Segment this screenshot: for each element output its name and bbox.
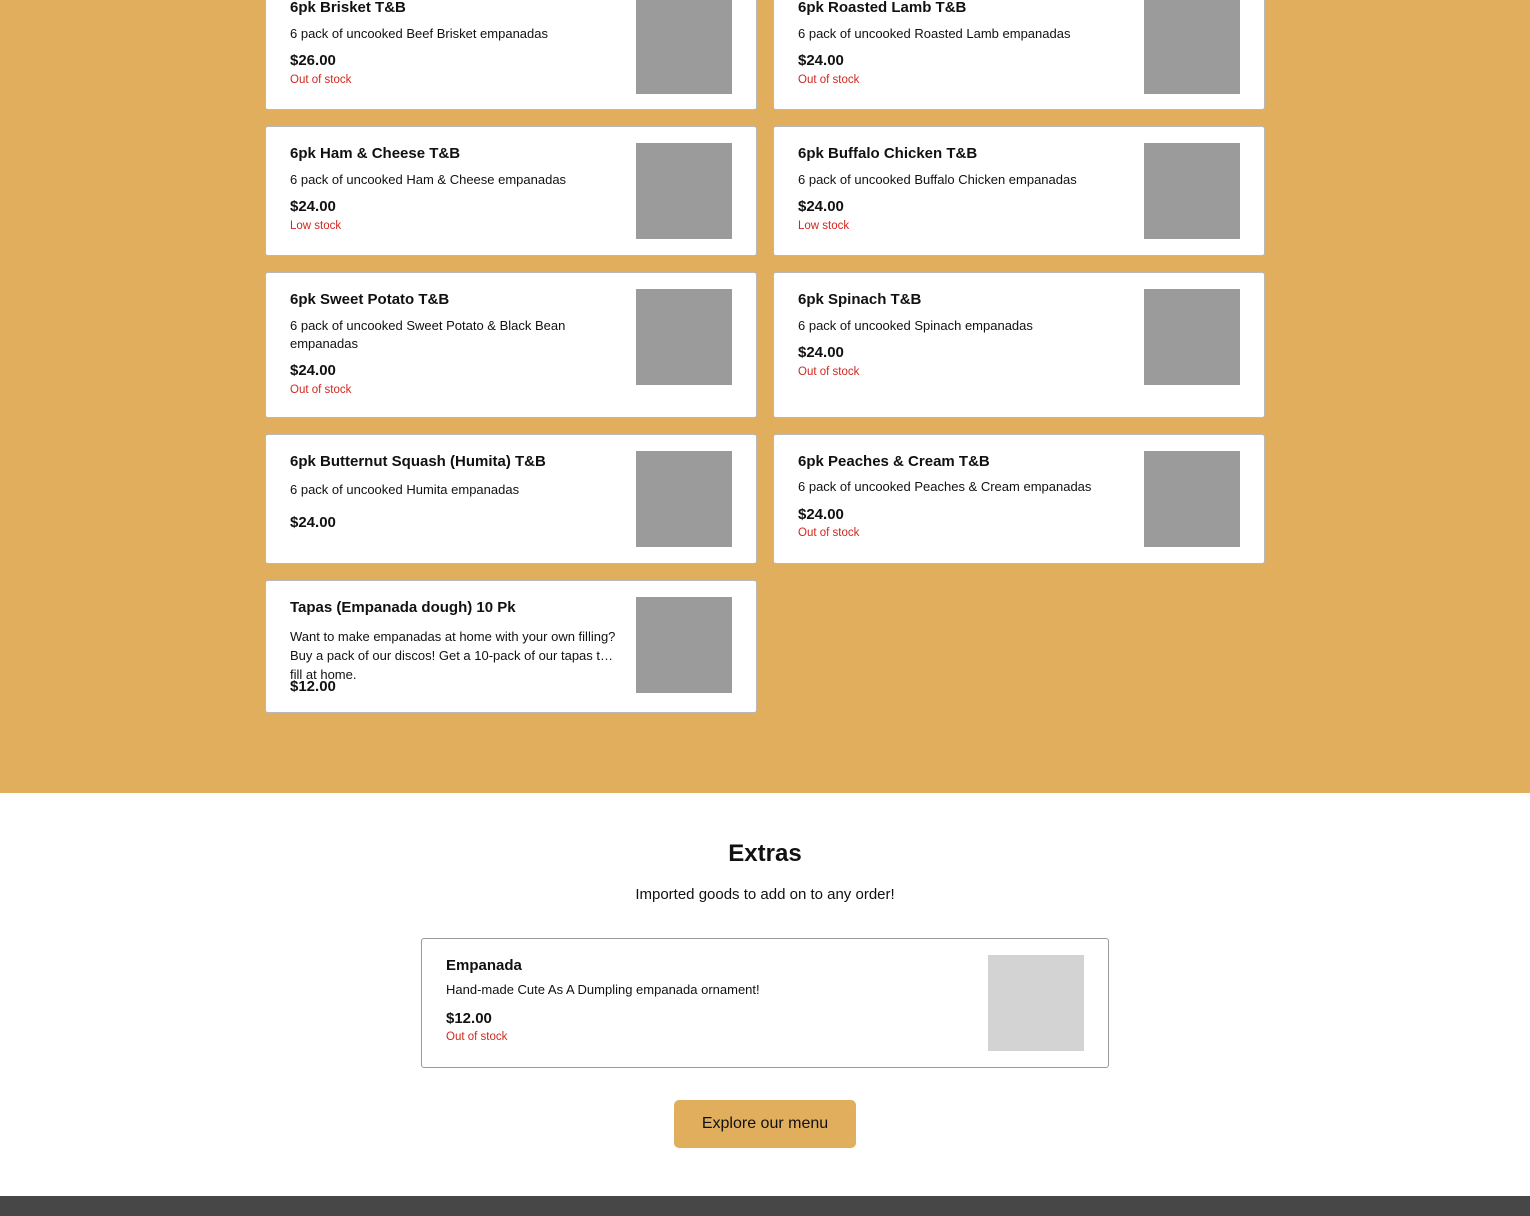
product-title: Empanada xyxy=(446,957,522,974)
product-description: Want to make empanadas at home with your own filling? Buy a pack of our discos! Get a 10-pack of our tapas to fill at home. xyxy=(290,629,616,682)
stock-status: Low stock xyxy=(798,220,850,232)
product-price: $24.00 xyxy=(798,506,844,523)
product-description: 6 pack of uncooked Ham & Cheese empanadas xyxy=(290,172,567,187)
product-image xyxy=(636,143,732,239)
product-card-spinach[interactable] xyxy=(773,272,1265,418)
product-card-ham-cheese[interactable] xyxy=(265,126,757,256)
product-card-buffalo-chicken[interactable] xyxy=(773,126,1265,256)
product-price: $24.00 xyxy=(290,514,336,531)
product-image xyxy=(636,451,732,547)
stock-status: Out of stock xyxy=(798,366,860,378)
footer xyxy=(0,1196,1530,1216)
product-card-brisket[interactable] xyxy=(265,0,757,110)
product-price: $26.00 xyxy=(290,52,336,69)
product-price: $12.00 xyxy=(446,1010,492,1027)
product-description: 6 pack of uncooked Spinach empanadas xyxy=(798,318,1033,333)
product-title: 6pk Sweet Potato T&B xyxy=(290,291,450,308)
product-price: $24.00 xyxy=(290,362,336,379)
explore-menu-button[interactable]: Explore our menu xyxy=(674,1100,856,1148)
product-description: Hand-made Cute As A Dumpling empanada ornament! xyxy=(446,982,760,997)
product-image xyxy=(1144,143,1240,239)
product-description: 6 pack of uncooked Sweet Potato & Black Bean empanadas xyxy=(290,318,566,351)
product-description: 6 pack of uncooked Humita empanadas xyxy=(290,482,520,497)
extras-subheading: Imported goods to add on to any order! xyxy=(635,886,895,903)
product-image xyxy=(1144,289,1240,385)
product-description: 6 pack of uncooked Roasted Lamb empanadas xyxy=(798,26,1071,41)
product-title: 6pk Butternut Squash (Humita) T&B xyxy=(290,453,546,470)
product-image xyxy=(636,0,732,94)
stock-status: Out of stock xyxy=(798,74,860,86)
product-description: 6 pack of uncooked Buffalo Chicken empanadas xyxy=(798,172,1077,187)
product-price: $24.00 xyxy=(290,198,336,215)
product-title: 6pk Spinach T&B xyxy=(798,291,922,308)
product-title: 6pk Brisket T&B xyxy=(290,0,406,16)
product-description: 6 pack of uncooked Beef Brisket empanadas xyxy=(290,26,548,41)
product-card-sweet-potato[interactable] xyxy=(265,272,757,418)
stock-status: Out of stock xyxy=(290,384,352,396)
stock-status: Out of stock xyxy=(446,1031,508,1043)
extras-heading: Extras xyxy=(728,840,802,867)
product-card-tapas[interactable] xyxy=(265,580,757,713)
stock-status: Out of stock xyxy=(290,74,352,86)
product-description: 6 pack of uncooked Peaches & Cream empanadas xyxy=(798,479,1092,494)
product-image xyxy=(1144,451,1240,547)
product-card-butternut-squash[interactable] xyxy=(265,434,757,564)
product-title: 6pk Roasted Lamb T&B xyxy=(798,0,967,16)
product-image xyxy=(636,289,732,385)
product-title: 6pk Buffalo Chicken T&B xyxy=(798,145,978,162)
product-price: $12.00 xyxy=(290,678,336,695)
product-card-roasted-lamb[interactable] xyxy=(773,0,1265,110)
product-price: $24.00 xyxy=(798,52,844,69)
product-image xyxy=(1144,0,1240,94)
product-image xyxy=(988,955,1084,1051)
product-title: 6pk Ham & Cheese T&B xyxy=(290,145,461,162)
product-image xyxy=(636,597,732,693)
product-title: 6pk Peaches & Cream T&B xyxy=(798,453,990,470)
product-price: $24.00 xyxy=(798,344,844,361)
extras-card-empanada[interactable] xyxy=(421,938,1109,1068)
product-price: $24.00 xyxy=(798,198,844,215)
stock-status: Low stock xyxy=(290,220,342,232)
product-card-peaches-cream[interactable] xyxy=(773,434,1265,564)
stock-status: Out of stock xyxy=(798,527,860,539)
product-title: Tapas (Empanada dough) 10 Pk xyxy=(290,599,516,616)
